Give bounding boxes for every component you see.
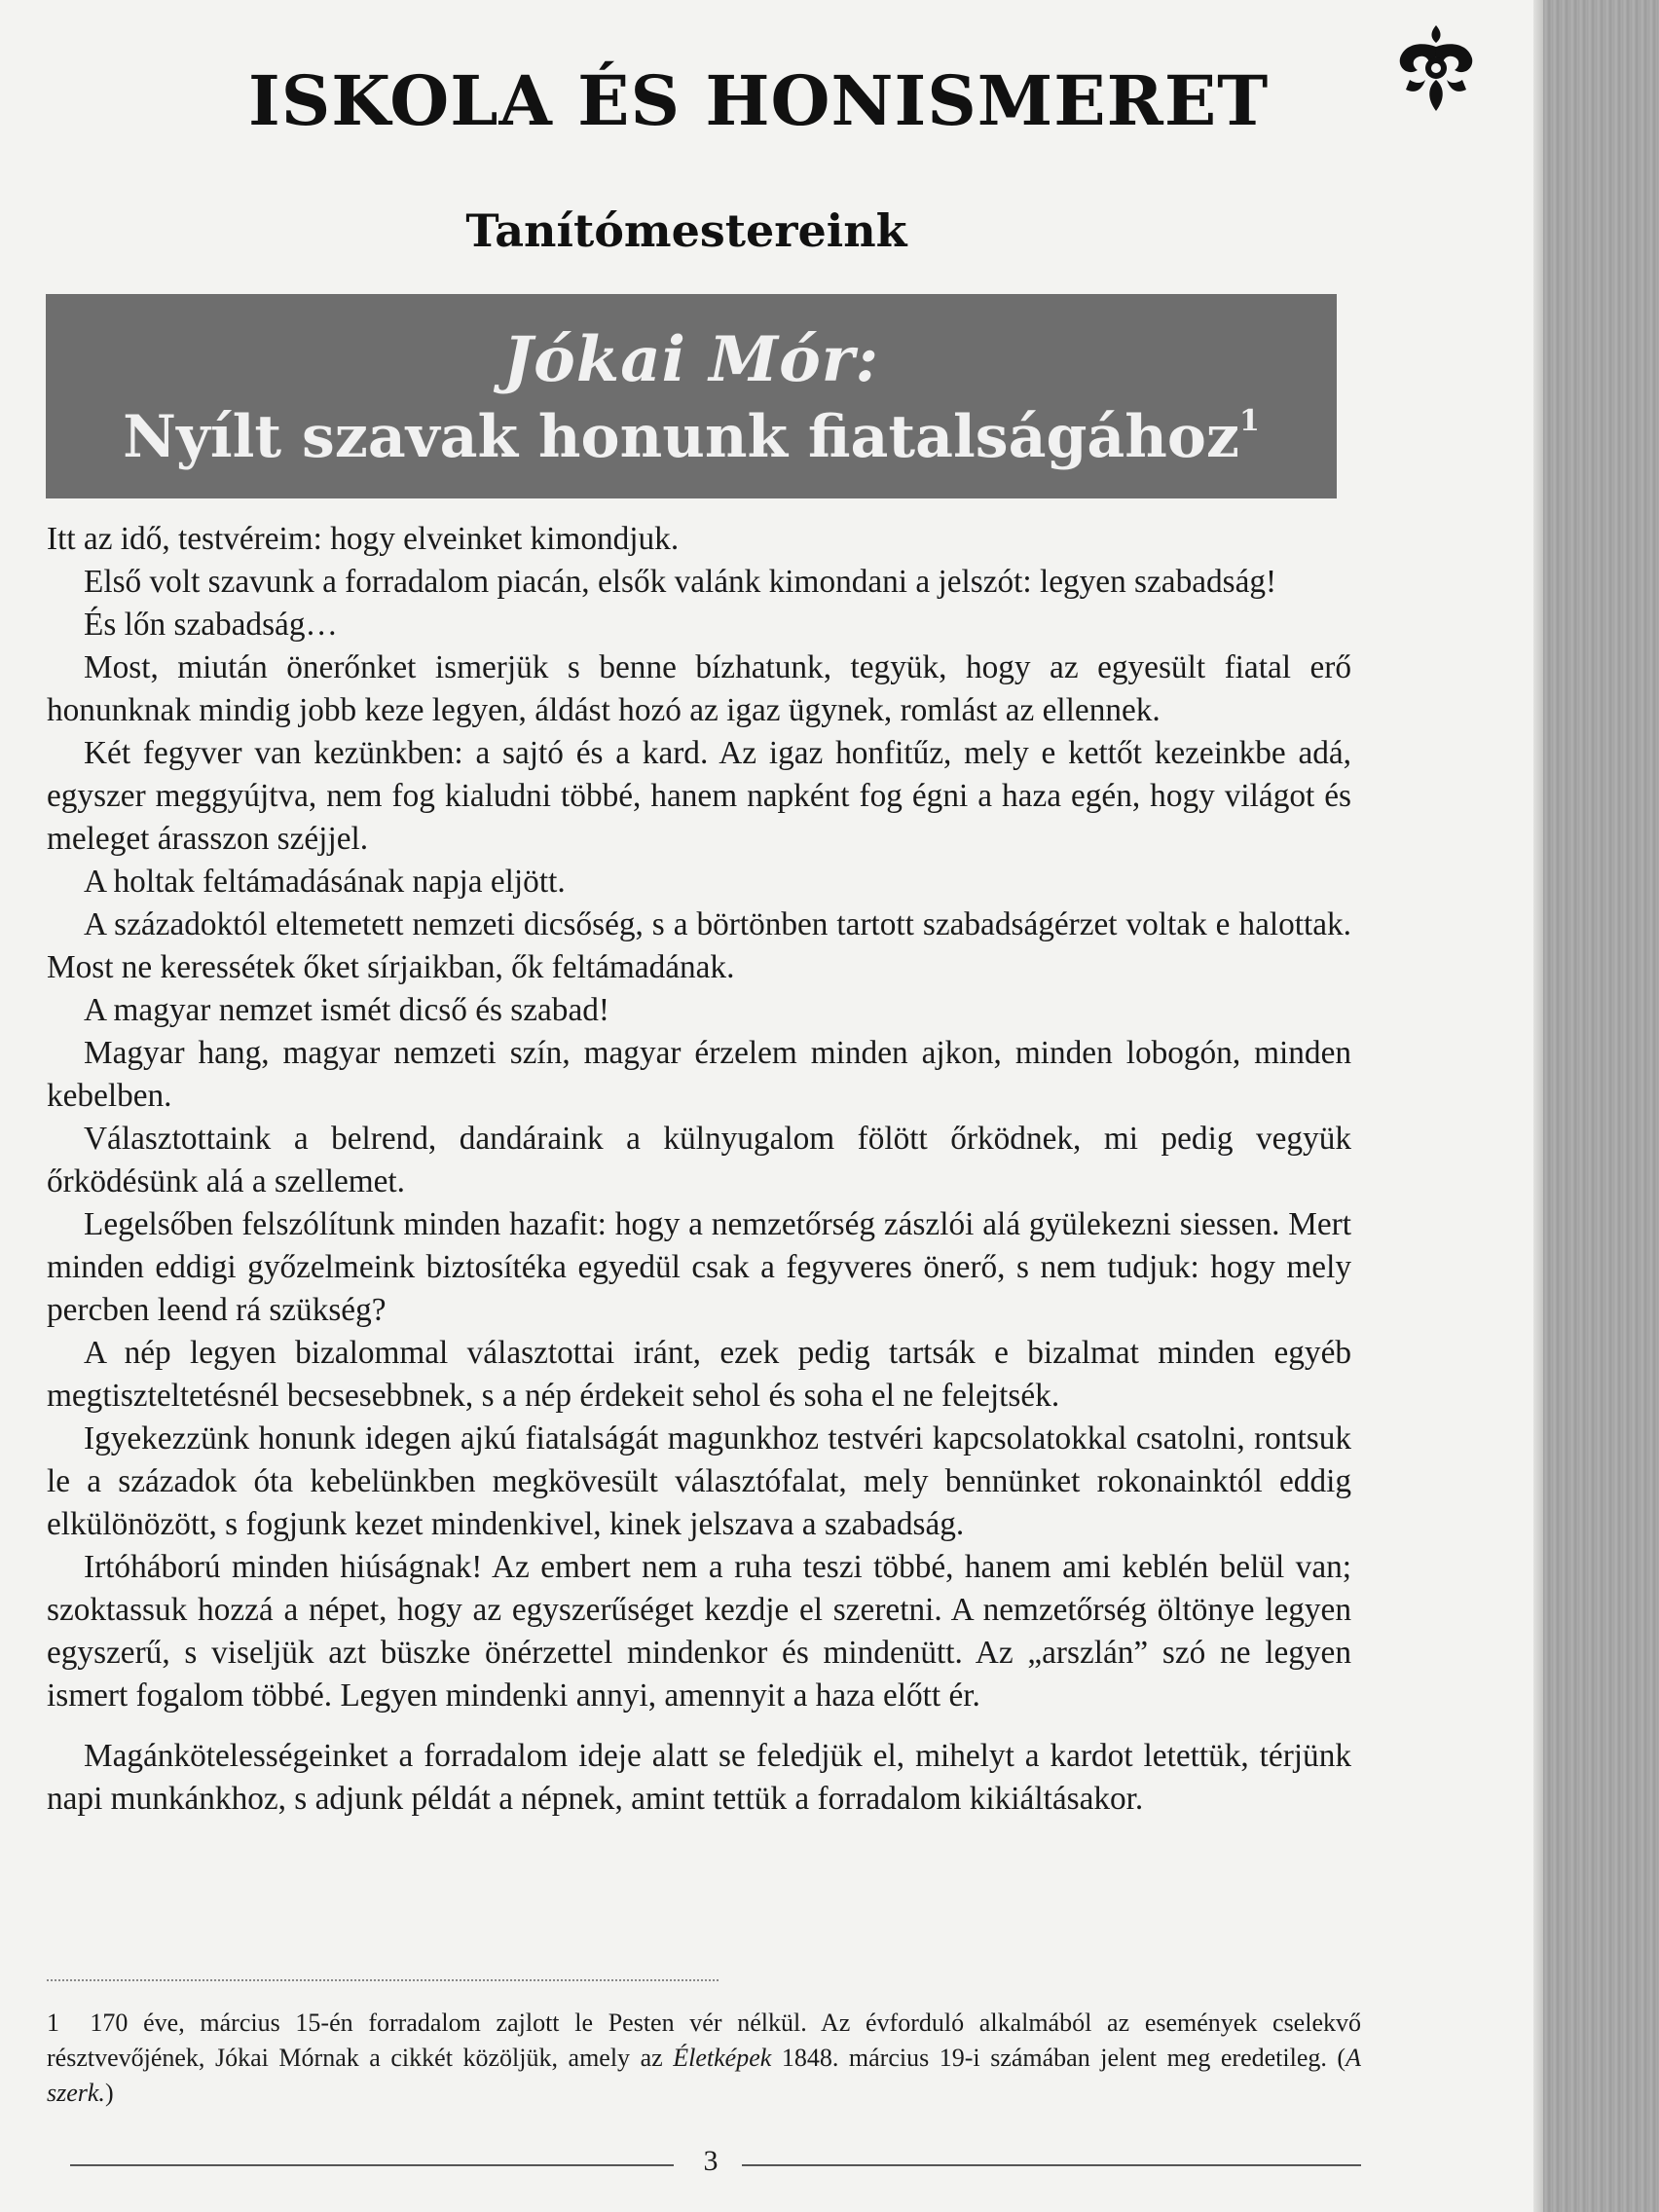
footnote-text-end: ) <box>104 2079 114 2107</box>
paragraph: És lőn szabadság… <box>84 607 338 643</box>
paragraph: Irtóháború minden hiúságnak! Az embert nem a ruha teszi többé, hanem ami keblén belül van; szoktassuk hozzá a népet, hogy az egyszerűséget kezdje el szeretni. A nemzetőrség öltönye legyen egyszerű, s viseljük azt büszke önérzettel mindenkor és mindenütt. Az „arszlán” szó ne legyen ismert fogalom többé. Legyen mindenki annyi, amennyit a haza előtt ér. <box>47 1549 1351 1714</box>
paragraph: Igyekezzünk honunk idegen ajkú fiatalságát magunkhoz testvéri kapcsolatokkal csatolni, rontsuk le a századok óta kebelünkben megkövesült választófalat, mely bennünket rokonainktól eddig elkülönözött, s fogjunk kezet mindenkivel, kinek jelszava a szabadság. <box>47 1420 1351 1542</box>
footnote-text-start: 170 éve, március 15-én forradalom zajlott le Pesten vér nélkül. Az évforduló alkalmából az események cselekvő résztvevőjének, Jókai Mórnak a cikkét közöljük, amely az <box>47 2009 1361 2072</box>
footer-rule-left <box>70 2164 674 2166</box>
paragraph: Magyar hang, magyar nemzeti szín, magyar érzelem minden ajkon, minden lobogón, minden kebelben. <box>47 1035 1351 1114</box>
paragraph: A századoktól eltemetett nemzeti dicsőség, s a börtönben tartott szabadságérzet voltak e halottak. Most ne keressétek őket sírjaikban, ők feltámadának. <box>47 906 1351 985</box>
footnote-editor-note: A szerk. <box>47 2044 1361 2107</box>
paragraph: Két fegyver van kezünkben: a sajtó és a kard. Az igaz honfitűz, mely e kettőt kezeinkbe adá, egyszer meggyújtva, nem fog kialudni többé, hanem napként fog égni a haza egén, hogy világot és meleget árasszon széjjel. <box>47 735 1351 857</box>
paragraph: Legelsőben felszólítunk minden hazafit: hogy a nemzetőrség zászlói alá gyülekezni siessen. Mert minden eddigi győzelmeink biztosítéka egyedül csak a fegyveres önerő, s nem tudjuk: hogy mely percben leend rá szükség? <box>47 1206 1351 1328</box>
article-title-line <box>46 403 1337 471</box>
footnote-number: 1 <box>47 2009 59 2037</box>
footer-rule-right <box>742 2164 1361 2166</box>
folk-flower-ornament-icon <box>1390 19 1483 117</box>
paragraph: Magánkötelességeinket a forradalom ideje alatt se feledjük el, mihelyt a kardot letettük, térjünk napi munkánkhoz, s adjunk példát a népnek, amint tettük a forradalom kikiáltásakor. <box>47 1738 1351 1817</box>
book-spine-background <box>1543 0 1659 2212</box>
paragraph: A holtak feltámadásának napja eljött. <box>84 864 566 900</box>
paragraph: Első volt szavunk a forradalom piacán, elsők valánk kimondani a jelszót: legyen szabadság! <box>84 564 1277 600</box>
running-header-title: ISKOLA ÉS HONISMERET <box>248 60 1270 141</box>
article-author: Jókai Mór: <box>502 323 880 396</box>
paragraph: Itt az idő, testvéreim: hogy elveinket kimondjuk. <box>47 521 680 557</box>
page-number: 3 <box>703 2145 719 2177</box>
footnote-reference: 1 <box>1239 404 1260 438</box>
article-title: Nyílt szavak honunk fiatalságához <box>123 403 1239 471</box>
paragraph: Választottaink a belrend, dandáraink a külnyugalom fölött őrködnek, mi pedig vegyük őrködésünk alá a szellemet. <box>47 1121 1351 1199</box>
footnote-text-middle: 1848. március 19-i számában jelent meg eredetileg. ( <box>771 2044 1346 2072</box>
footnote-source-title: Életképek <box>673 2044 772 2072</box>
paragraph: Most, miután önerőnket ismerjük s benne bízhatunk, tegyük, hogy az egyesült fiatal erő honunknak mindig jobb keze legyen, áldást hozó az igaz ügynek, romlást az ellennek. <box>47 649 1351 728</box>
article-title-banner <box>46 294 1337 498</box>
article-body <box>47 518 1351 1821</box>
footnote <box>47 2006 1361 2111</box>
paragraph: A nép legyen bizalommal választottai iránt, ezek pedig tartsák e bizalmat minden egyéb megtiszteltetésnél becsesebbnek, s a nép érdekeit sehol és soha el ne felejtsék. <box>47 1335 1351 1414</box>
section-title: Tanítómestereink <box>465 204 907 257</box>
footnote-separator <box>47 1979 719 1981</box>
paragraph: A magyar nemzet ismét dicső és szabad! <box>84 992 609 1028</box>
